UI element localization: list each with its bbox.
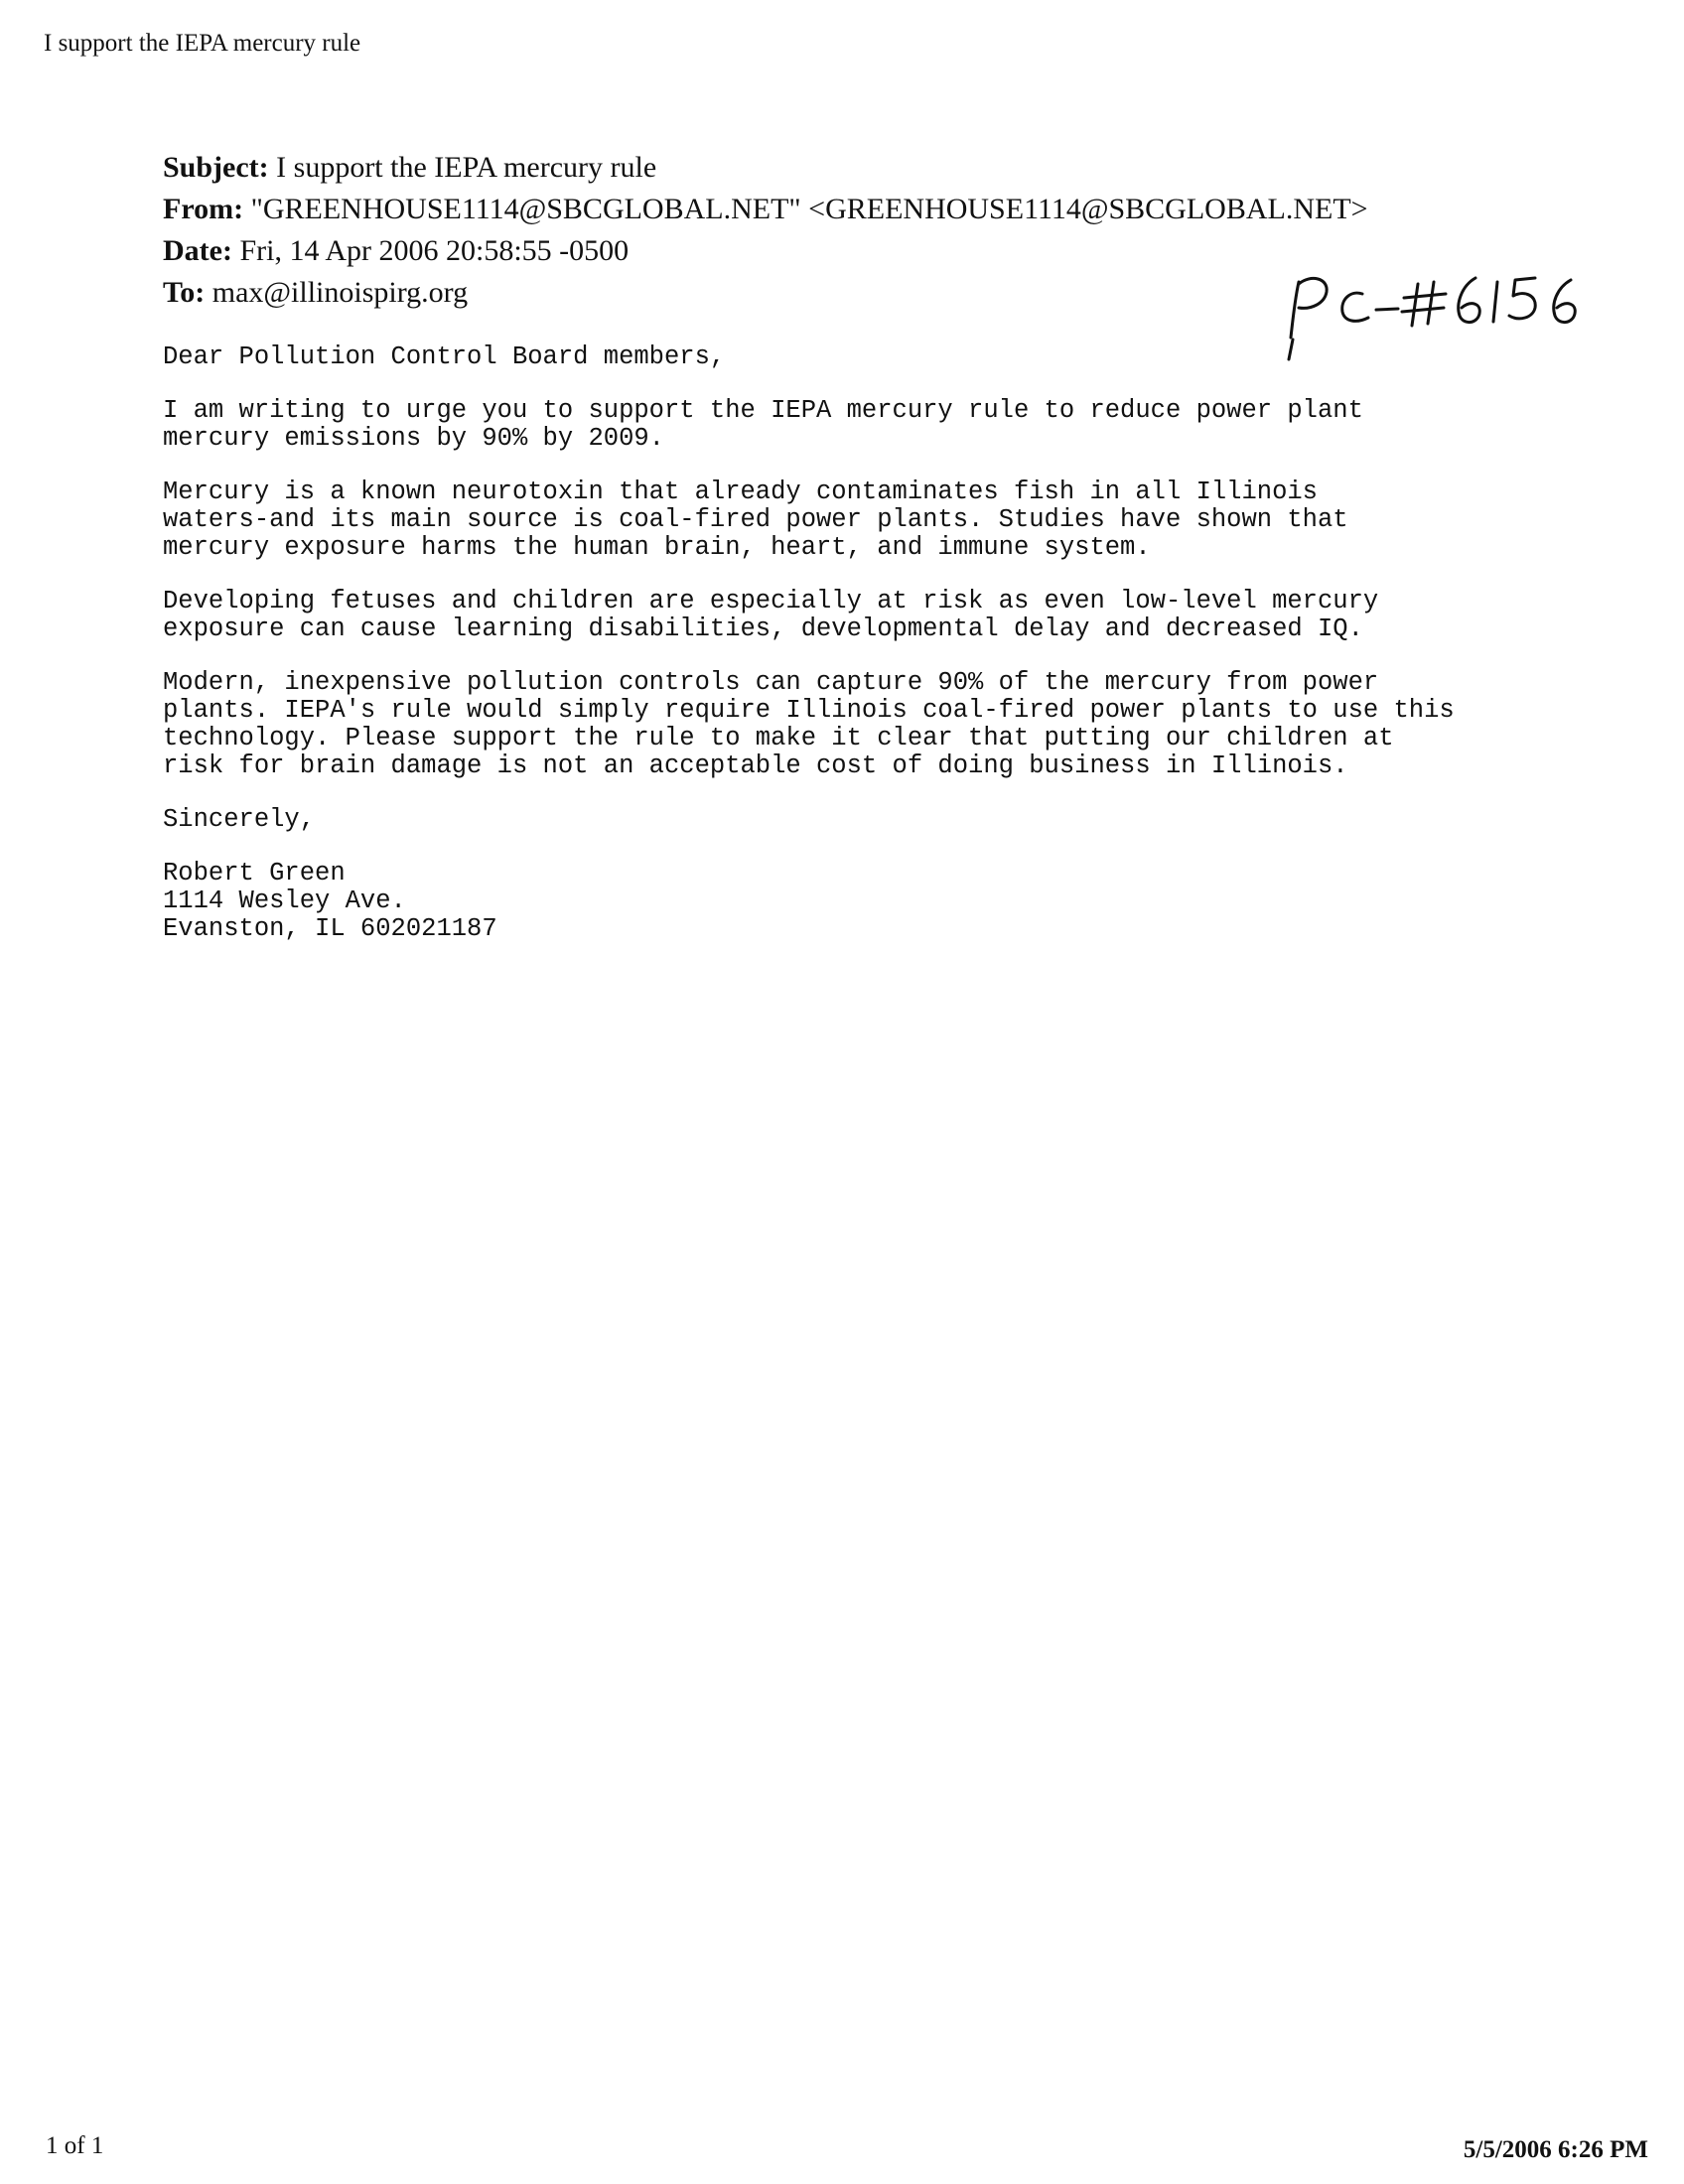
- subject-label: Subject:: [163, 151, 269, 184]
- to-label: To:: [163, 276, 206, 309]
- signature-name: Robert Green: [163, 859, 346, 887]
- body-line: mercury emissions by 90% by 2009.: [163, 424, 664, 453]
- paragraph-2: [163, 478, 1632, 562]
- email-headers: [163, 147, 1368, 314]
- from-label: From:: [163, 193, 244, 225]
- paragraph-4: [163, 669, 1632, 780]
- date-value: Fri, 14 Apr 2006 20:58:55 -0500: [239, 234, 630, 267]
- body-line: mercury exposure harms the human brain, heart, and immune system.: [163, 533, 1151, 562]
- signature-city: Evanston, IL 602021187: [163, 914, 497, 943]
- date-line: [163, 230, 1368, 272]
- from-value: "GREENHOUSE1114@SBCGLOBAL.NET" <GREENHOUSE1114@SBCGLOBAL.NET>: [250, 193, 1368, 225]
- handwritten-stamp-label: PC #6156: [1281, 367, 1285, 368]
- body-line: risk for brain damage is not an acceptable cost of doing business in Illinois.: [163, 751, 1348, 780]
- paragraph-1: [163, 397, 1632, 453]
- body-line: exposure can cause learning disabilities, developmental delay and decreased IQ.: [163, 614, 1363, 643]
- body-line: waters-and its main source is coal-fired power plants. Studies have shown that: [163, 505, 1348, 534]
- body-line: Dear Pollution Control Board members,: [163, 342, 726, 371]
- subject-value: I support the IEPA mercury rule: [276, 151, 657, 184]
- page-count: 1 of 1: [46, 2132, 104, 2159]
- email-body: [163, 343, 1632, 943]
- body-line: Mercury is a known neurotoxin that already contaminates fish in all Illinois: [163, 478, 1318, 506]
- print-timestamp: 5/5/2006 6:26 PM: [1463, 2136, 1648, 2163]
- from-line: [163, 189, 1368, 230]
- date-label: Date:: [163, 234, 232, 267]
- subject-line: [163, 147, 1368, 189]
- body-line: I am writing to urge you to support the IEPA mercury rule to reduce power plant: [163, 396, 1363, 425]
- body-line: plants. IEPA's rule would simply require Illinois coal-fired power plants to use this: [163, 696, 1455, 725]
- body-line: Modern, inexpensive pollution controls can capture 90% of the mercury from power: [163, 668, 1379, 697]
- paragraph-3: [163, 588, 1632, 643]
- body-line: technology. Please support the rule to make it clear that putting our children at: [163, 724, 1394, 752]
- to-line: [163, 272, 1368, 314]
- signature-block: [163, 860, 1632, 943]
- signature-street: 1114 Wesley Ave.: [163, 887, 406, 915]
- closing: [163, 806, 1632, 834]
- running-header: I support the IEPA mercury rule: [44, 30, 361, 57]
- greeting: [163, 343, 1632, 371]
- body-line: Sincerely,: [163, 805, 316, 834]
- body-line: Developing fetuses and children are especially at risk as even low-level mercury: [163, 587, 1379, 615]
- to-value: max@illinoispirg.org: [211, 276, 469, 309]
